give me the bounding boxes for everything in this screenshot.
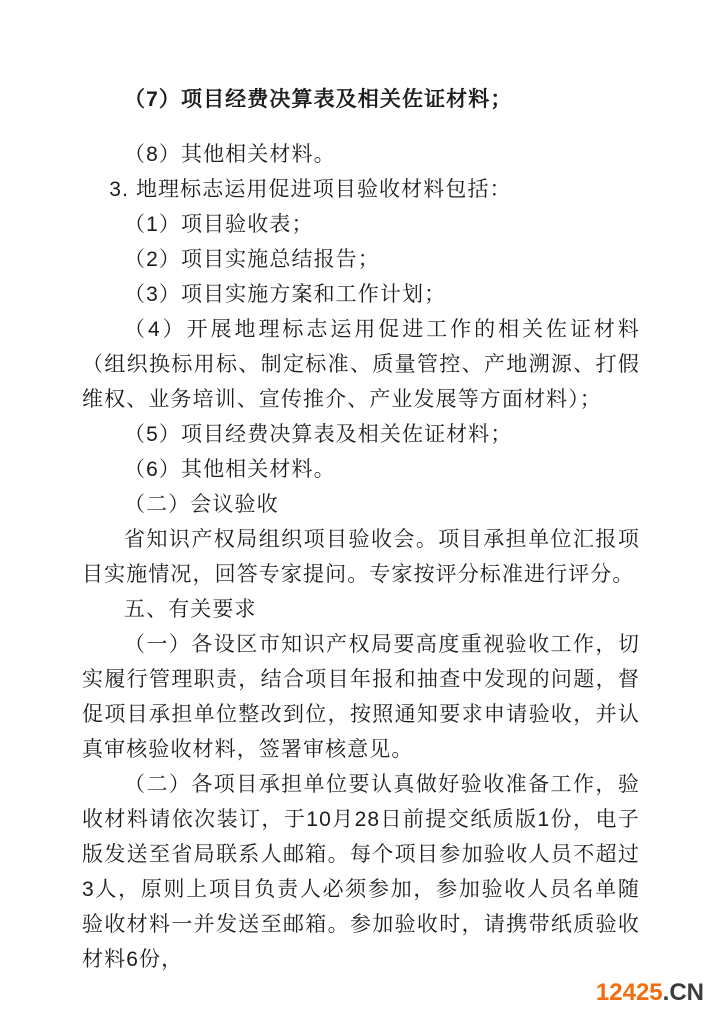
paragraph-acceptance-meeting: 省知识产权局组织项目验收会。项目承担单位汇报项目实施情况，回答专家提问。专家按评分标准进行评分。 <box>82 528 640 586</box>
list-item-3: （3）项目实施方案和工作计划； <box>124 283 447 306</box>
paragraph-requirement-2: （二）各项目承担单位要认真做好验收准备工作，验收材料请依次装订，于10月28日前提交纸质版1份，电子版发送至省局联系人邮箱。每个项目参加验收人员不超过3人，原则上项目负责人必须参加，参加验收人员名单随验收材料一并发送至邮箱。参加验收时，请携带纸质验收材料6份， <box>82 773 640 971</box>
site-watermark-tld: .CN <box>662 979 704 1006</box>
document-body <box>82 82 640 977</box>
list-item-4: （4）开展地理标志运用促进工作的相关佐证材料（组织换标用标、制定标准、质量管控、产地溯源、打假维权、业务培训、宣传推介、产业发展等方面材料）； <box>82 318 640 411</box>
list-item-8: （8）其他相关材料。 <box>124 143 336 166</box>
list-item-2: （2）项目实施总结报告； <box>124 248 380 271</box>
paragraph-requirement-1: （一）各设区市知识产权局要高度重视验收工作，切实履行管理职责，结合项目年报和抽查中发现的问题，督促项目承担单位整改到位，按照通知要求申请验收，并认真审核验收材料，签署审核意见。 <box>82 633 640 761</box>
numbered-heading-3: 3. 地理标志运用促进项目验收材料包括： <box>109 178 512 201</box>
site-watermark-number: 12425 <box>595 979 663 1006</box>
site-watermark <box>596 981 704 1005</box>
section-heading-requirements: 五、有关要求 <box>124 598 257 621</box>
list-item-7: （7）项目经费决算表及相关佐证材料； <box>124 88 513 111</box>
subsection-heading-meeting-acceptance: （二）会议验收 <box>124 493 279 516</box>
list-item-1: （1）项目验收表； <box>124 213 314 236</box>
list-item-6: （6）其他相关材料。 <box>124 458 336 481</box>
list-item-5: （5）项目经费决算表及相关佐证材料； <box>124 423 513 446</box>
